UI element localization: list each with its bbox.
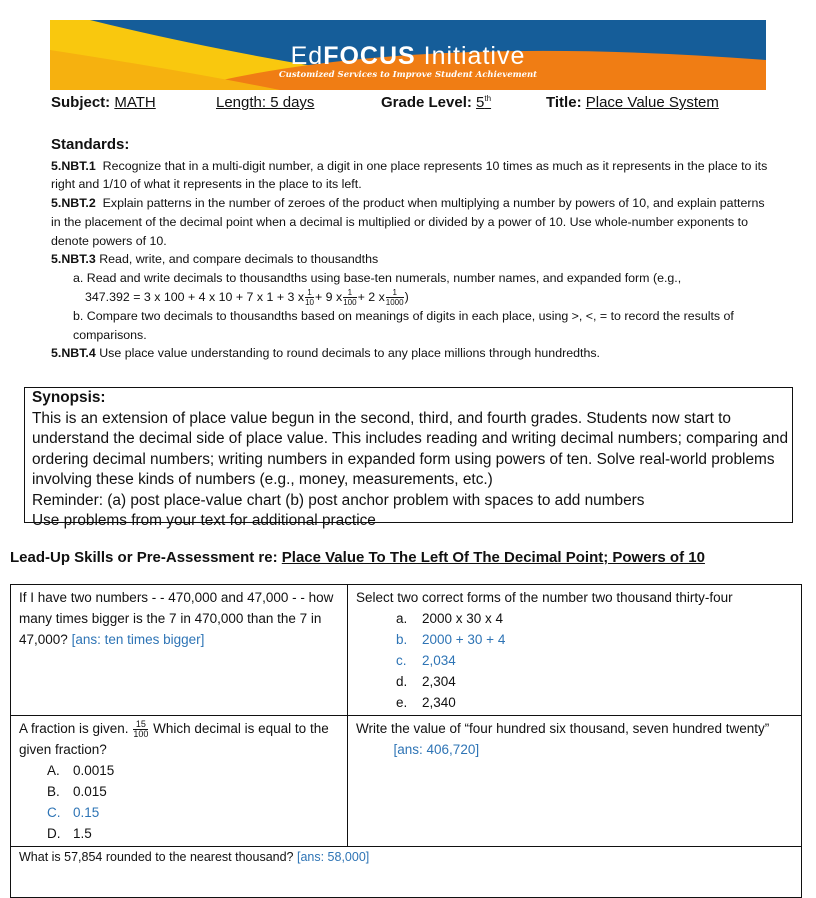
expanded-form-example: 347.392 = 3 x 100 + 4 x 10 + 7 x 1 + 3 x $\frac{1}{10}$ + 9 x $\frac{1}{100}$ + 2 x $\frac{1}{1000}$ ) — [85, 287, 409, 307]
grade-level: Grade Level: 5th — [381, 94, 492, 111]
banner-subtitle: Customized Services to Improve Student Achievement — [278, 70, 538, 80]
subject: Subject: MATH — [51, 94, 156, 111]
standard-nbt4: 5.NBT.4 Use place value understanding to round decimals to any place millions through hundredths. — [51, 346, 600, 361]
lead-up-heading: Lead-Up Skills or Pre-Assessment re: Place Value To The Left Of The Decimal Point; Powers of 10 — [10, 549, 705, 566]
option-a: a. 2000 x 30 x 4 — [396, 611, 504, 626]
standard-nbt3: 5.NBT.3 Read, write, and compare decimals to thousandths — [51, 252, 379, 267]
synopsis-practice: Use problems from your text for additional practice — [32, 512, 376, 529]
option-b: b. 2000 + 30 + 4 — [396, 632, 506, 647]
synopsis-reminder: Reminder: (a) post place-value chart (b) post anchor problem with spaces to add numbers — [32, 491, 645, 509]
length: Length: 5 days — [216, 94, 315, 111]
question-3: A fraction is given. $\frac{15}{100}$ Which decimal is equal to the given fraction? A. 0.0015 B. 0.015 C. 0.15 D. 1.5 — [11, 716, 348, 847]
option-c: C. 0.15 — [47, 805, 100, 820]
option-c: c. 2,034 — [396, 653, 456, 668]
lesson-title: Title: Place Value System — [546, 94, 719, 111]
question-1: If I have two numbers - - 470,000 and 47,000 - - how many times bigger is the 7 in 470,000 than the 7 in 47,000? [ans: ten times bigger] — [11, 585, 348, 716]
option-e: e. 2,340 — [396, 695, 456, 710]
pre-assessment-table — [10, 584, 802, 898]
standard-nbt3b: b. Compare two decimals to thousandths based on meanings of digits in each place, using >, <, = to record the results of comparisons. — [73, 308, 734, 342]
question-2: Select two correct forms of the number two thousand thirty-four a. 2000 x 30 x 4 b. 2000 + 30 + 4 c. 2,034 d. 2,304 e. 2,340 — [348, 585, 802, 716]
synopsis-heading: Synopsis: — [32, 389, 106, 406]
standards-heading: Standards: — [51, 136, 130, 153]
synopsis-text: This is an extension of place value begun in the second, third, and fourth grades. Students now start to understand the decimal side of place value. This includes reading and writing decimal numbers; comparing and ordering decimal numbers; writing numbers in expanded form using powers of ten. Solve real-world problems involving these kinds of numbers (e.g., money, measurements, etc.) — [32, 409, 788, 488]
edfocus-banner — [50, 20, 766, 90]
banner-title: EdFOCUS Initiative — [290, 42, 526, 70]
standard-nbt2: 5.NBT.2 Explain patterns in the number of zeroes of the product when multiplying a number by powers of 10, and explain patterns in the placement of the decimal point when a decimal is multiplied or divided by a power of 10. Use whole-number exponents to denote powers of 10. — [51, 196, 765, 248]
standard-nbt1: 5.NBT.1 Recognize that in a multi-digit number, a digit in one place represents 10 times as much as it represents in the place to its right and 1/10 of what it represents in the place to its left. — [51, 158, 768, 192]
option-d: d. 2,304 — [396, 674, 456, 689]
option-d: D. 1.5 — [47, 826, 92, 841]
option-b: B. 0.015 — [47, 784, 107, 799]
standards — [51, 136, 771, 363]
question-5: What is 57,854 rounded to the nearest thousand? [ans: 58,000] — [11, 847, 802, 898]
standard-nbt3a: a. Read and write decimals to thousandths using base-ten numerals, number names, and expanded form (e.g., — [73, 270, 682, 285]
question-4: Write the value of “four hundred six thousand, seven hundred twenty” [ans: 406,720] — [348, 716, 802, 847]
synopsis-box — [24, 387, 793, 529]
option-a: A. 0.0015 — [47, 763, 115, 778]
